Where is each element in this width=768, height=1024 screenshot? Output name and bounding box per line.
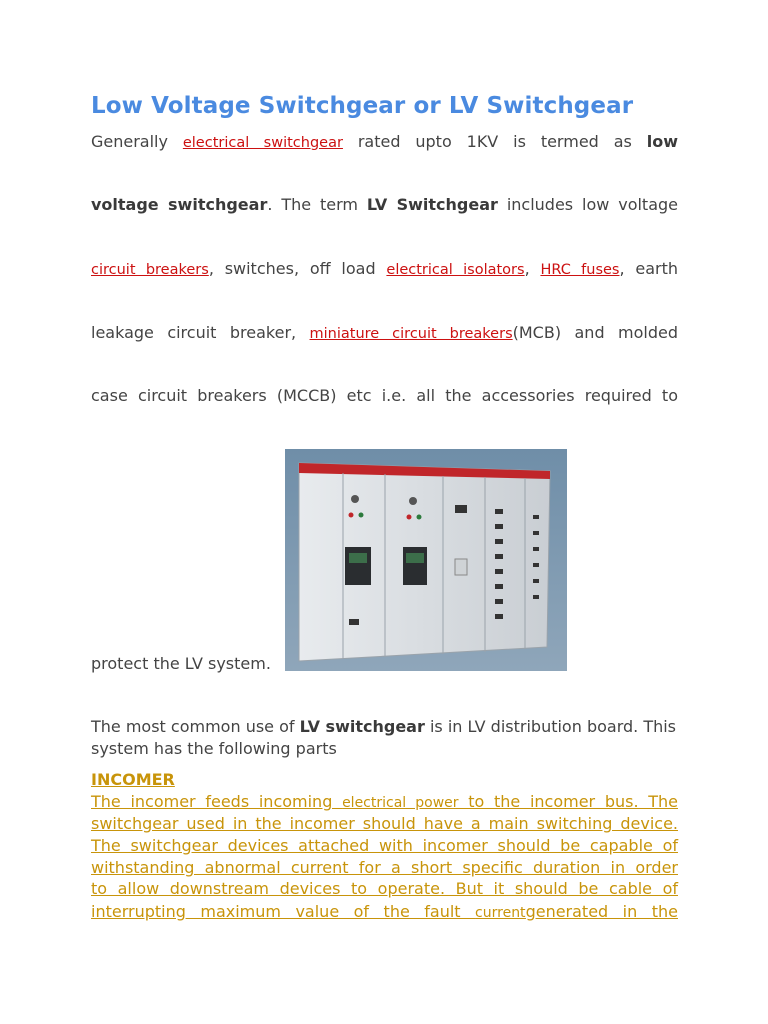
text: interrupting maximum value of the fault xyxy=(91,902,476,921)
incomer-line6[interactable] xyxy=(91,901,678,922)
link-circuit-breakers[interactable]: circuit breakers xyxy=(91,262,209,278)
text: leakage circuit breaker, xyxy=(91,323,310,342)
para1-line4 xyxy=(91,323,678,343)
link-electrical-switchgear[interactable]: electrical switchgear xyxy=(182,135,343,151)
text: Generally xyxy=(91,132,183,151)
text: , earth xyxy=(619,259,678,278)
text: current xyxy=(475,905,526,921)
link-miniature-circuit-breakers[interactable]: miniature circuit breakers xyxy=(309,326,513,342)
caption-line: protect the LV system. xyxy=(91,654,271,673)
bold-text: low xyxy=(646,132,679,151)
text: electrical power xyxy=(342,795,459,811)
text: generated in the xyxy=(525,902,678,921)
bold-text: LV switchgear xyxy=(299,717,425,736)
link-electrical-isolators[interactable]: electrical isolators xyxy=(386,262,525,278)
incomer-line4[interactable]: withstanding abnormal current for a short specific duration in order xyxy=(91,858,678,877)
text: rated upto 1KV is termed as xyxy=(342,132,647,151)
text: The most common use of xyxy=(91,717,300,736)
para1-line2 xyxy=(91,195,678,215)
page-title: Low Voltage Switchgear or LV Switchgear xyxy=(91,93,634,119)
para1-line1 xyxy=(91,132,678,152)
bold-text: LV Switchgear xyxy=(366,195,498,214)
para1-line5: case circuit breakers (MCCB) etc i.e. all the accessories required to xyxy=(91,386,678,405)
para2 xyxy=(91,716,733,760)
incomer-line5[interactable]: to allow downstream devices to operate. But it should be cable of xyxy=(91,879,678,898)
link-hrc-fuses[interactable]: HRC fuses xyxy=(540,262,620,278)
incomer-line3[interactable]: The switchgear devices attached with incomer should be capable of xyxy=(91,836,678,855)
incomer-line1[interactable] xyxy=(91,791,678,812)
text: The incomer feeds incoming xyxy=(91,792,343,811)
incomer-heading[interactable]: INCOMER xyxy=(91,770,175,789)
text: , switches, off load xyxy=(208,259,387,278)
para1-line3 xyxy=(91,259,678,279)
text: , xyxy=(524,259,541,278)
text: . The term xyxy=(267,195,367,214)
bold-text: voltage switchgear xyxy=(91,195,268,214)
text: to the incomer bus. The xyxy=(458,792,679,811)
text: includes low voltage xyxy=(497,195,678,214)
text: (MCB) and molded xyxy=(512,323,678,342)
lv-switchgear-photo xyxy=(285,449,567,671)
text: is in LV distribution board. This system has the following parts xyxy=(91,717,677,758)
incomer-line2[interactable]: switchgear used in the incomer should have a main switching device. xyxy=(91,814,678,833)
